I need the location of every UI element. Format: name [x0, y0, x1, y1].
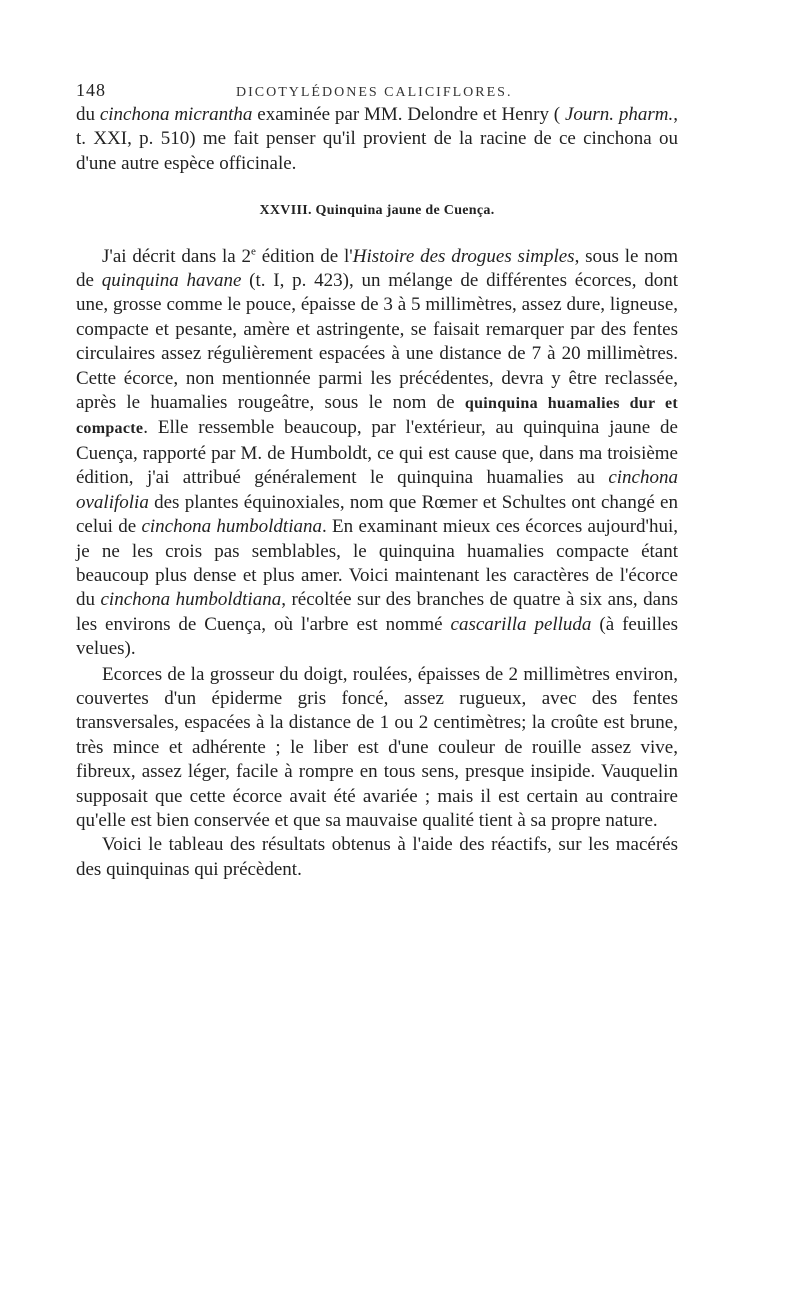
running-head	[76, 78, 678, 102]
text-run: , sous le nom de	[76, 245, 678, 292]
italic-title: Histoire des drogues simples	[352, 245, 575, 267]
text-run: (à feuilles velues).	[76, 613, 678, 660]
text-run: . En examinant mieux ces écorces aujourd'hui, je ne les crois pas semblables, le quinquina huamalies compacte étant beaucoup plus dense et plus amer. Voici maintenant les caractères de l'écorce du	[76, 516, 679, 611]
italic-term: quinquina havane	[101, 270, 242, 292]
italic-term: cinchona micrantha	[99, 104, 253, 125]
italic-term: cascarilla pelluda	[450, 613, 592, 635]
paragraph-conclusion: Voici le tableau des résultats obtenus à l'aide des réactifs, sur les macérés des quinquinas qui précèdent.	[76, 834, 678, 880]
page-number: 148	[76, 80, 106, 100]
book-page	[76, 78, 678, 882]
text-run: (t. I, p. 423), un mélange de différentes écorces, dont une, grosse comme le pouce, épaisse de 3 à 5 millimètres, assez dure, ligneuse, compacte et pesante, amère et astringente, se faisait remarquer par des fentes circulaires assez régulièrement espacées à une distance de 7 à 20 millimètres. Cette écorce, non mentionnée parmi les précédentes, devra y être reclassée, après le huamalies rougeâtre, sous le nom de	[76, 270, 678, 414]
bold-term: quinquina huamalies dur et compacte	[76, 395, 678, 438]
text-run: , récoltée sur des branches de quatre à six ans, dans les environs de Cuença, où l'arbre est nommé	[76, 589, 679, 635]
italic-term: cinchona ovalifolia	[76, 467, 678, 513]
paragraph-continuation	[76, 103, 678, 176]
paragraph-description	[76, 245, 678, 662]
italic-term: cinchona humboldtiana	[141, 516, 322, 538]
text-run: des plantes équinoxiales, nom que Rœmer et Schultes ont changé en celui de	[76, 491, 678, 538]
section-title: XXVIII. Quinquina jaune de Cuença.	[259, 203, 495, 219]
italic-term: cinchona humboldtiana	[100, 589, 282, 611]
running-title: DICOTYLÉDONES CALICIFLORES.	[236, 85, 513, 100]
text-run: J'ai décrit dans la 2	[102, 245, 252, 267]
text-run: du	[76, 104, 100, 125]
text-run: édition de l'	[255, 245, 353, 267]
journal-reference: Journ. pharm.	[564, 104, 674, 125]
text-run: examinée par MM. Delondre et Henry (	[252, 104, 565, 125]
text-run: . Elle ressemble beaucoup, par l'extérieur, au quinquina jaune de Cuença, rapporté par M. de Humboldt, ce qui est cause que, dans ma troisième édition, j'ai attribué généralement le quinquina huamalies au	[76, 417, 678, 489]
paragraph-characteristics: Ecorces de la grosseur du doigt, roulées, épaisses de 2 millimètres environ, couvertes d'un épiderme gris foncé, assez rugueux, avec des fentes transversales, espacées à la distance de 1 ou 2 centimètres; la croûte est brune, très mince et adhérente ; le liber est d'une couleur de rouille assez vive, fibreux, assez léger, facile à rompre en tous sens, presque insipide. Vauquelin supposait que cette écorce avait été avariée ; mais il est certain au contraire qu'elle est bien conservée et que sa mauvaise qualité tient à sa propre nature.	[76, 663, 678, 831]
text-run: , t. XXI, p. 510) me fait penser qu'il provient de la racine de ce cinchona ou d'une autre espèce officinale.	[76, 104, 678, 174]
superscript: e	[251, 245, 256, 258]
